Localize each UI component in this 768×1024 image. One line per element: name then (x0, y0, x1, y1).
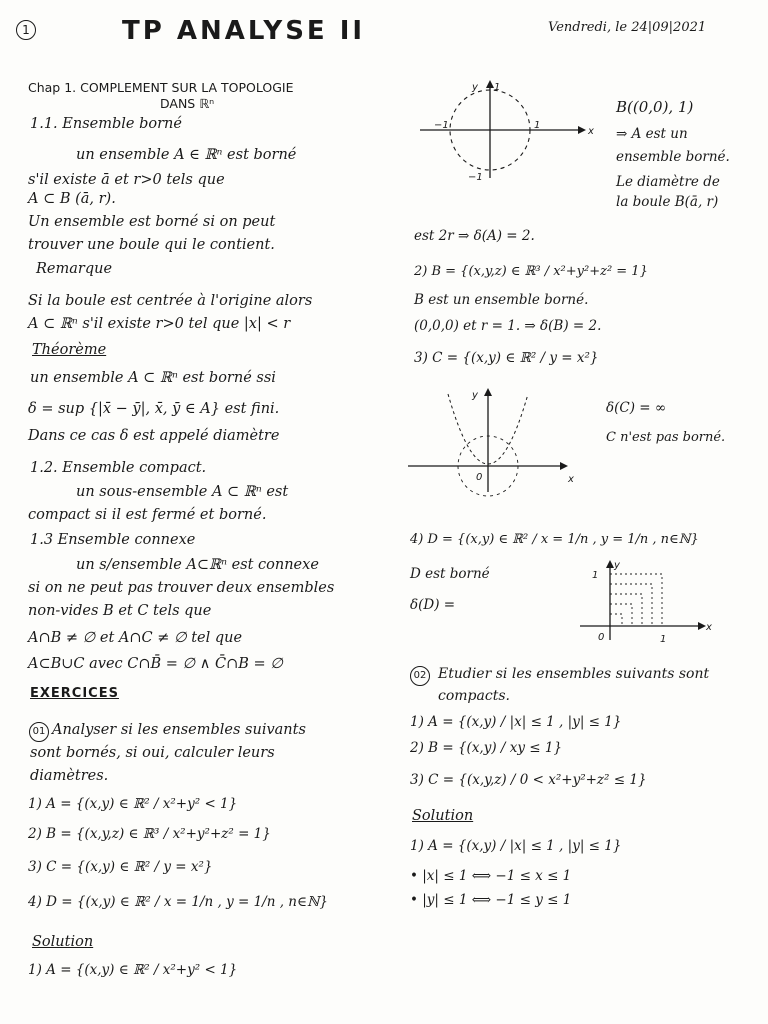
text-line: δ = sup {|x̄ − ȳ|, x̄, ȳ ∈ A} est fini. (28, 401, 280, 417)
y-axis-label: y (614, 560, 620, 571)
text-line: B((0,0), 1) (616, 98, 694, 116)
y-axis-arrow (484, 388, 492, 396)
exercise-2-number: 02 (413, 670, 427, 681)
text-line: Analyser si les ensembles suivants (52, 722, 306, 738)
graph-points (574, 558, 724, 648)
x-axis-arrow (698, 622, 706, 630)
y-axis-arrow (606, 560, 614, 568)
dotted-square-4 (610, 604, 632, 626)
x-axis-arrow (578, 126, 586, 134)
text-line: D est borné (410, 566, 490, 582)
page-date: Vendredi, le 24|09|2021 (548, 20, 707, 35)
y-tick-one: 1 (494, 82, 501, 93)
exercise-item: 3) C = {(x,y,z) / 0 < x²+y²+z² ≤ 1} (410, 772, 647, 788)
exercise-item: 3) C = {(x,y) ∈ ℝ² / y = x²} (28, 859, 213, 875)
solution-line: • |y| ≤ 1 ⟺ −1 ≤ y ≤ 1 (410, 892, 572, 908)
text-line: trouver une boule qui le contient. (28, 237, 275, 253)
exercise-item: 2) B = {(x,y) / xy ≤ 1} (410, 740, 563, 756)
text-line: la boule B(ā, r) (616, 194, 719, 210)
exercise-item: 4) D = {(x,y) ∈ ℝ² / x = 1/n , y = 1/n , n∈ℕ} (28, 894, 328, 910)
dotted-square-1 (610, 574, 662, 626)
page-number-badge (16, 20, 36, 40)
solution-heading: Solution (412, 808, 474, 824)
subheading-remarque: Remarque (36, 261, 113, 277)
text-line: 4) D = {(x,y) ∈ ℝ² / x = 1/n , y = 1/n , n∈ℕ} (410, 532, 699, 547)
text-line: Le diamètre de (616, 174, 720, 190)
text-line: C n'est pas borné. (606, 430, 726, 445)
text-line: A ⊂ ℝⁿ s'il existe r>0 tel que |x| < r (28, 316, 291, 332)
chapter-title: Chap 1. COMPLEMENT SUR LA TOPOLOGIE (28, 80, 294, 95)
section-heading: 1.3 Ensemble connexe (30, 532, 196, 548)
y-tick-minus-one: −1 (468, 172, 483, 183)
text-line: δ(D) = (410, 597, 456, 613)
text-line: compact si il est fermé et borné. (28, 507, 267, 523)
chapter-title-line2: DANS ℝⁿ (160, 96, 215, 111)
x-tick-one: 1 (660, 634, 667, 645)
x-axis-arrow (560, 462, 568, 470)
text-line: δ(C) = ∞ (606, 400, 667, 416)
section-heading: 1.1. Ensemble borné (30, 116, 182, 132)
solution-line: • |x| ≤ 1 ⟺ −1 ≤ x ≤ 1 (410, 868, 572, 884)
page-title: TP ANALYSE II (122, 16, 366, 46)
text-line: si on ne peut pas trouver deux ensembles (28, 580, 335, 596)
text-line: 2) B = {(x,y,z) ∈ ℝ³ / x²+y²+z² = 1} (414, 264, 648, 279)
graph-unit-circle (420, 78, 600, 188)
y-tick-one: 1 (592, 570, 599, 581)
text-line: Un ensemble est borné si on peut (28, 214, 276, 230)
y-axis-label: y (472, 82, 478, 93)
x-axis-label: x (588, 126, 594, 137)
text-line: compacts. (438, 688, 510, 704)
text-line: diamètres. (30, 768, 109, 784)
text-line: A ⊂ B (ā, r). (28, 191, 116, 207)
text-line: B est un ensemble borné. (414, 292, 589, 308)
text-line: non-vides B et C tels que (28, 603, 212, 619)
text-line: un ensemble A ⊂ ℝⁿ est borné ssi (30, 370, 276, 386)
exercices-heading: EXERCICES (30, 686, 119, 701)
subheading-theoreme: Théorème (32, 342, 107, 358)
text-line: sont bornés, si oui, calculer leurs (30, 745, 275, 761)
exercise-item: 1) A = {(x,y) ∈ ℝ² / x²+y² < 1} (28, 796, 238, 812)
dotted-square-3 (610, 594, 642, 626)
text-line: Dans ce cas δ est appelé diamètre (28, 428, 280, 444)
text-line: 3) C = {(x,y) ∈ ℝ² / y = x²} (414, 350, 599, 366)
text-line: A∩B ≠ ∅ et A∩C ≠ ∅ tel que (28, 630, 243, 646)
exercise-1-badge (29, 722, 49, 742)
text-line: un ensemble A ∈ ℝⁿ est borné (76, 147, 297, 163)
text-line: (0,0,0) et r = 1. ⇒ δ(B) = 2. (414, 318, 602, 334)
y-axis-arrow (486, 80, 494, 88)
text-line: Etudier si les ensembles suivants sont (438, 666, 710, 682)
graph-parabola (408, 384, 588, 494)
text-line: est 2r ⇒ δ(A) = 2. (414, 228, 535, 244)
origin-label: 0 (476, 472, 483, 483)
solution-line: 1) A = {(x,y) ∈ ℝ² / x²+y² < 1} (28, 962, 238, 978)
text-line: un s/ensemble A⊂ℝⁿ est connexe (76, 557, 319, 573)
y-axis-label: y (472, 390, 478, 401)
solution-heading: Solution (32, 934, 94, 950)
text-line: ⇒ A est un (616, 126, 688, 142)
text-line: A⊂B∪C avec C∩B̄ = ∅ ∧ C̄∩B = ∅ (28, 656, 283, 672)
dotted-square-2 (610, 584, 652, 626)
text-line: Si la boule est centrée à l'origine alors (28, 293, 313, 309)
text-line: s'il existe ā et r>0 tels que (28, 172, 225, 188)
exercise-2-badge (410, 666, 430, 686)
text-line: un sous-ensemble A ⊂ ℝⁿ est (76, 484, 289, 500)
x-tick-one: 1 (534, 120, 541, 131)
page-number: 1 (22, 23, 30, 37)
exercise-1-number: 01 (32, 726, 46, 737)
exercise-item: 2) B = {(x,y,z) ∈ ℝ³ / x²+y²+z² = 1} (28, 826, 271, 842)
exercise-item: 1) A = {(x,y) / |x| ≤ 1 , |y| ≤ 1} (410, 714, 622, 730)
dotted-square-5 (610, 614, 622, 626)
x-axis-label: x (706, 622, 712, 633)
solution-line: 1) A = {(x,y) / |x| ≤ 1 , |y| ≤ 1} (410, 838, 622, 854)
text-line: ensemble borné. (616, 149, 730, 165)
origin-label: 0 (598, 632, 605, 643)
x-axis-label: x (568, 474, 574, 485)
x-tick-minus-one: −1 (434, 120, 449, 131)
section-heading: 1.2. Ensemble compact. (30, 460, 207, 476)
